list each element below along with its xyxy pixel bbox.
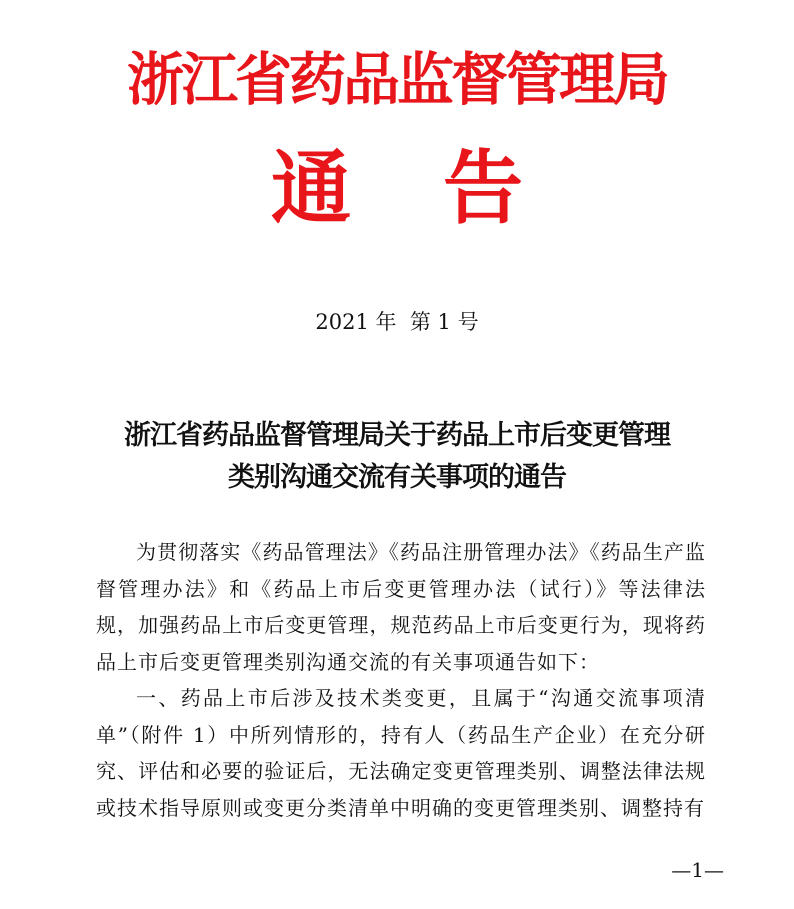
body-paragraph-2: 一、药品上市后涉及技术类变更，且属于“沟通交流事项清单”（附件 1）中所列情形的，持有人（药品生产企业）在充分研究、评估和必要的验证后，无法确定变更管理类别、调整法律法规或技术指导原则或变更分类清单中明确的变更管理类别、调整持有: [96, 686, 706, 820]
title-line-2: 类别沟通交流有关事项的通告: [228, 462, 566, 493]
issuing-authority-header: 浙江省药品监督管理局: [127, 46, 667, 113]
document-title: [40, 415, 754, 499]
doc-type-char-2: 告: [443, 141, 523, 235]
doc-type-char-1: 通: [271, 141, 351, 235]
page-number: —1—: [671, 858, 724, 882]
document-body: [96, 534, 706, 826]
document-type-heading: [0, 143, 794, 233]
title-line-1: 浙江省药品监督管理局关于药品上市后变更管理: [124, 420, 670, 451]
document-number: 2021 年 第 1 号: [315, 310, 479, 334]
body-paragraph-1: 为贯彻落实《药品管理法》《药品注册管理办法》《药品生产监督管理办法》和《药品上市后变更管理办法（试行）》等法律法规，加强药品上市后变更管理，规范药品上市后变更行为，现将药品上市后变更管理类别沟通交流的有关事项通告如下：: [96, 540, 706, 674]
